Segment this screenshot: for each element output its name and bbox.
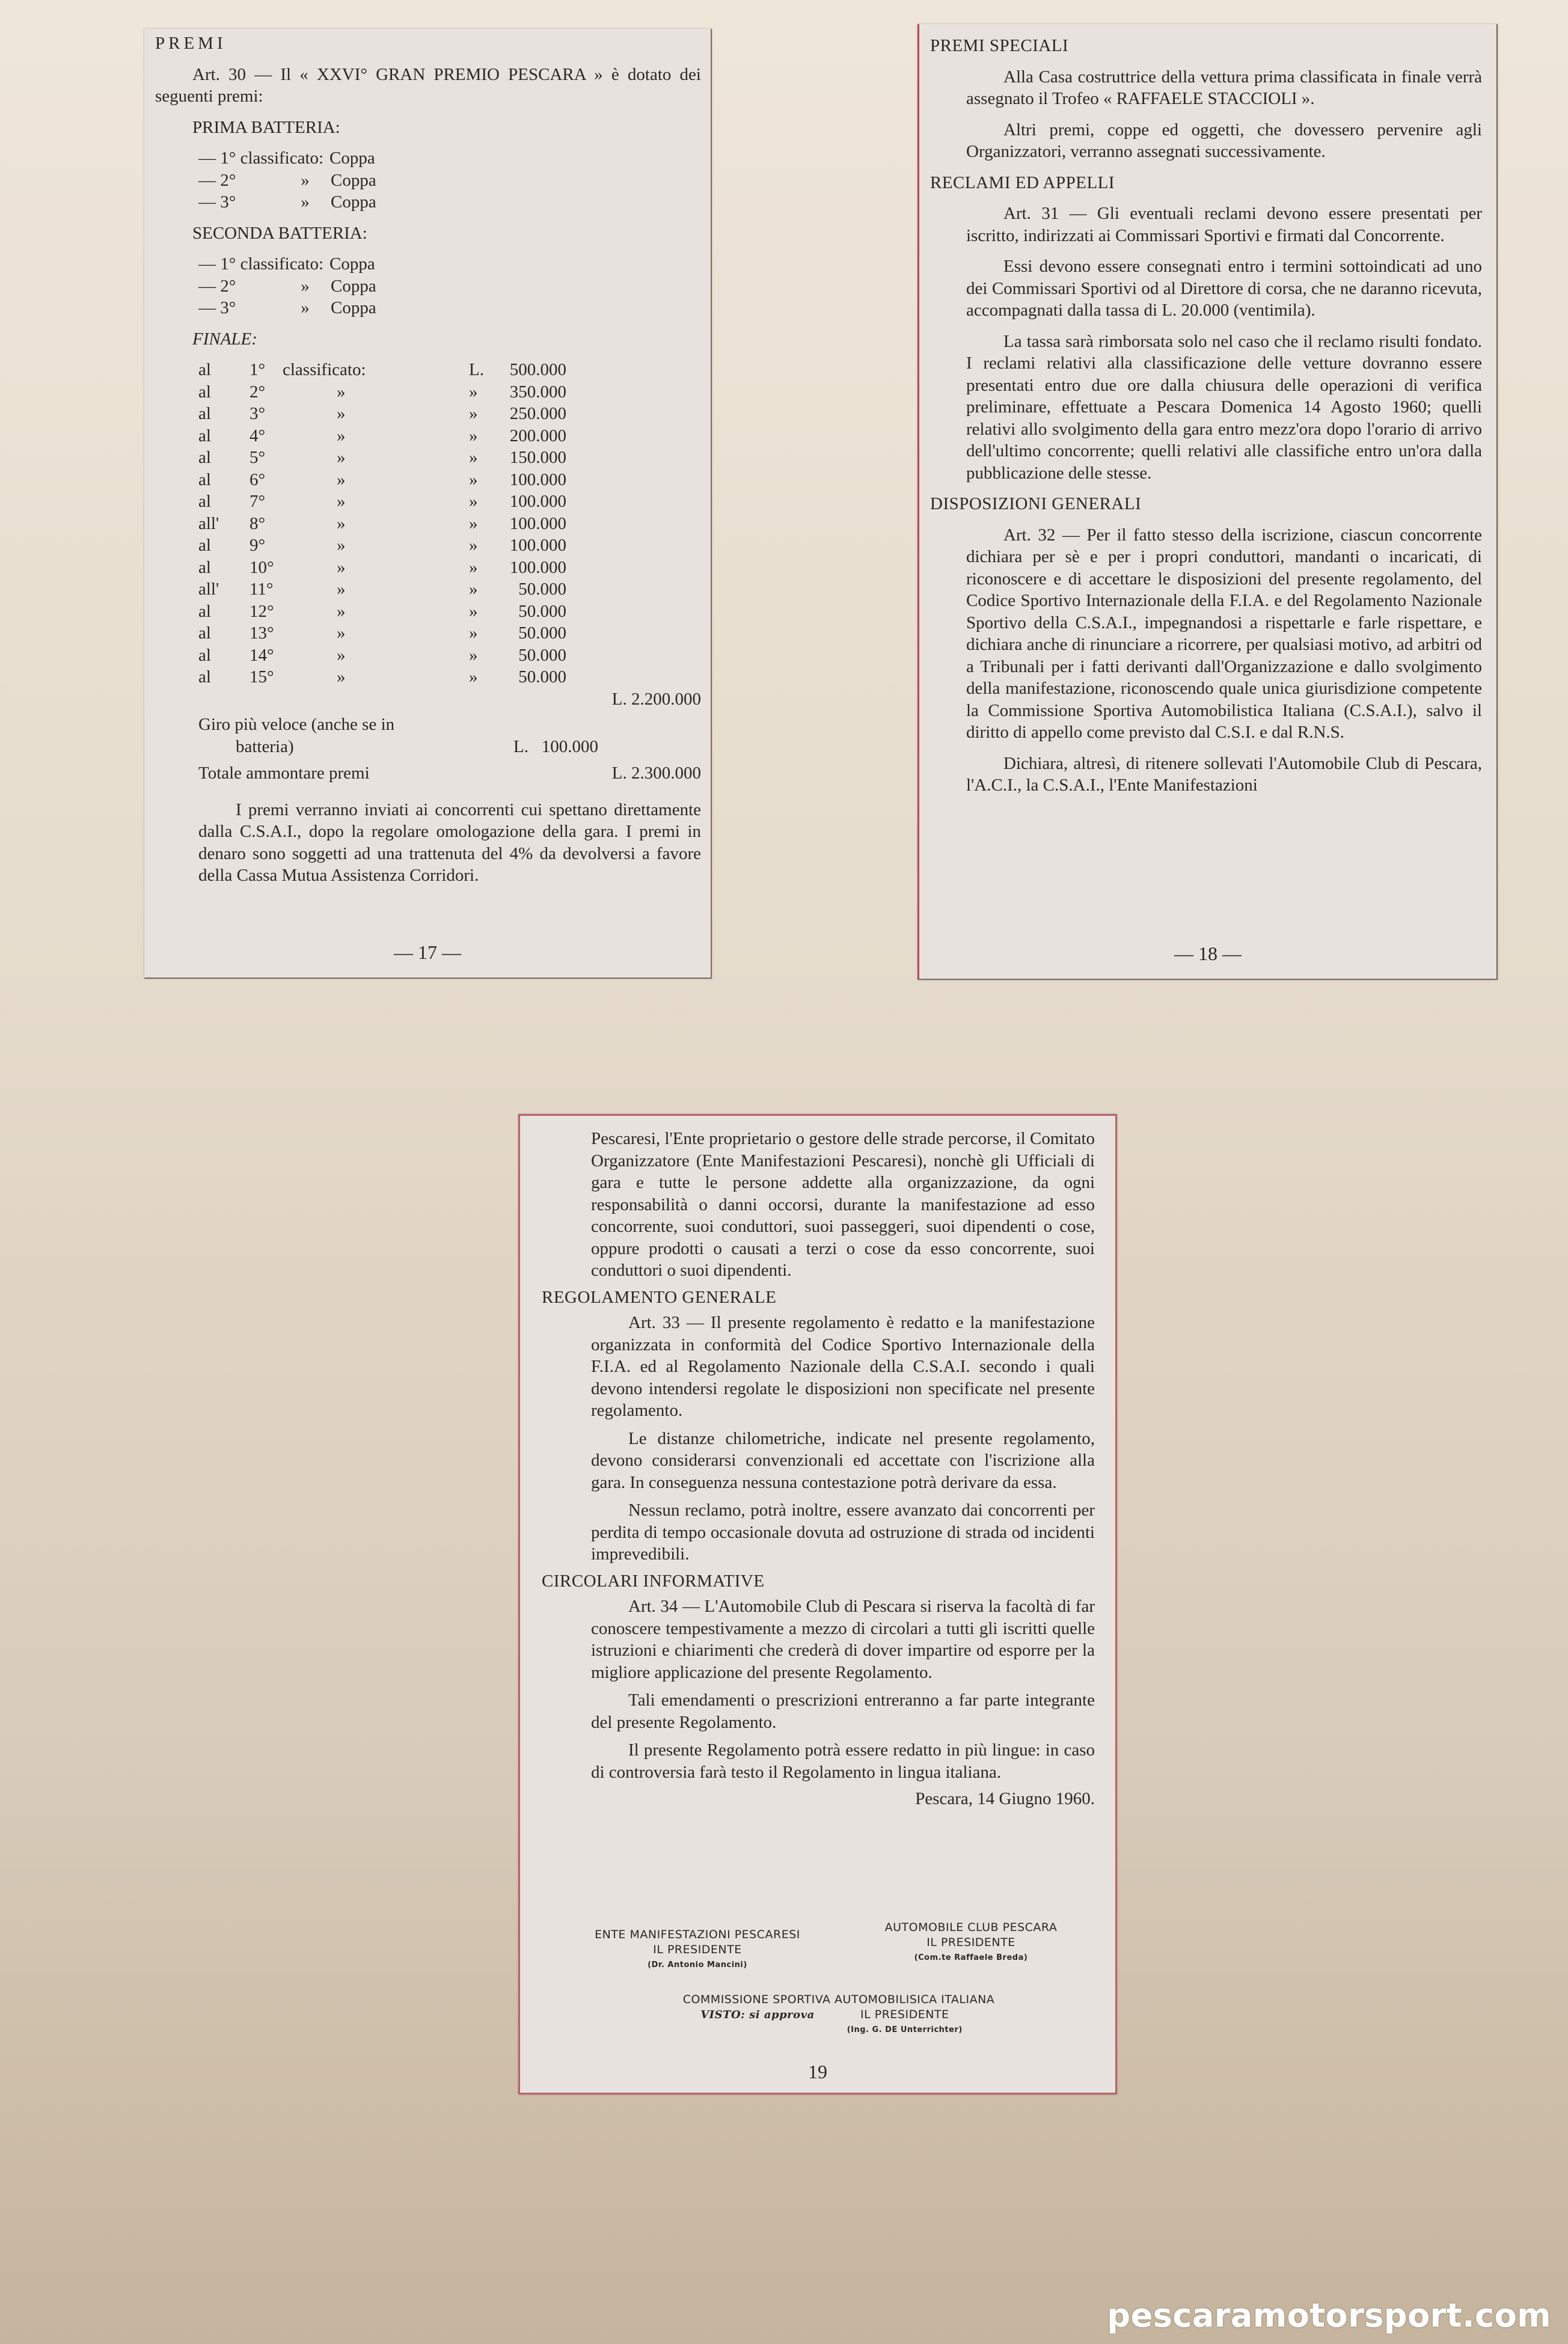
position: 13° [250, 623, 274, 643]
prize-row [198, 147, 701, 170]
position-prefix: al [198, 557, 211, 577]
prize-row [198, 297, 701, 319]
heading-circolari-informative: CIRCOLARI INFORMATIVE [542, 1571, 765, 1591]
art34-paragraph-1: Art. 34 — L'Automobile Club di Pescara si riserva la facoltà di far conoscere tempestivamente a mezzo di circolari a tutti gli iscritti quelle istruzioni e chiarimenti che crederà di dover impartire od esporre per la migliore applicazione del presente Regolamento. [591, 1597, 1095, 1682]
finale-prize-row [198, 622, 701, 644]
prize-amount: 100.000 [509, 470, 566, 489]
date-line: Pescara, 14 Giugno 1960. [915, 1789, 1095, 1808]
position-prefix: al [198, 448, 211, 467]
classificato-label: » [337, 580, 346, 599]
currency-mark: » [469, 580, 478, 599]
classificato-label: » [337, 667, 346, 687]
signature-title: IL PRESIDENTE [653, 1943, 742, 1956]
position: 6° [250, 470, 266, 489]
signature-automobile-club [857, 1920, 1085, 1965]
heading-reclami-ed-appelli: RECLAMI ED APPELLI [930, 173, 1115, 192]
signature-title: IL PRESIDENTE [860, 2008, 949, 2021]
position: 15° [250, 667, 274, 687]
premi-speciali-paragraph-1: Alla Casa costruttrice della vettura prima classificata in finale verrà assegnato il Trofeo « RAFFAELE STACCIOLI ». [966, 67, 1482, 108]
art33-paragraph-2: Le distanze chilometriche, indicate nel presente regolamento, devono considerarsi convenzionali ed accettate con l'iscrizione alla gara. In conseguenza nessuna contestazione potrà derivare da essa. [591, 1428, 1095, 1492]
ditto-mark: » [301, 298, 310, 317]
finale-prize-row [198, 381, 701, 403]
place: — 1° classificato: [198, 254, 324, 274]
totale-row [155, 762, 701, 785]
prize-amount: 350.000 [509, 382, 566, 402]
position-prefix: al [198, 536, 211, 555]
seconda-batteria-title: SECONDA BATTERIA: [192, 223, 367, 243]
prima-batteria-list [155, 147, 701, 213]
art34-paragraph-3: Il presente Regolamento potrà essere redatto in più lingue: in caso di controversia farà testo il Regolamento in lingua italiana. [591, 1740, 1095, 1782]
position: 11° [250, 580, 274, 599]
art31-paragraph-1: Art. 31 — Gli eventuali reclami devono essere presentati per iscritto, indirizzati ai Commissari Sportivi e firmati dal Concorrente. [966, 204, 1482, 245]
place: — 2° [198, 276, 236, 296]
prize-amount: 200.000 [509, 426, 566, 445]
finale-prize-row [198, 666, 701, 688]
place: — 1° classificato: [198, 148, 324, 168]
art32-paragraph-2: Dichiara, altresì, di ritenere sollevati l'Automobile Club di Pescara, l'A.C.I., la C.S.A.I., l'Ente Manifestazioni [966, 753, 1482, 795]
classificato-label: » [337, 404, 346, 423]
position: 2° [250, 382, 266, 402]
continued-paragraph: Pescaresi, l'Ente proprietario o gestore delle strade percorse, il Comitato Organizzatore (Ente Manifestazioni Pescaresi), nonchè gli Ufficiali di gara e tutte le persone addette alla organizzazione, da ogni responsabilità o danni occorsi, durante la manifestazione ad esso concorrente, suoi conduttori, suoi passeggeri, suoi dipendenti o cose, oppure prodotti o causati a terzi o cose da esso concorrente, suoi conduttori o suoi dipendenti. [591, 1129, 1095, 1280]
prize-amount: 100.000 [509, 536, 566, 555]
classificato-label: » [337, 645, 346, 665]
page-number: — 18 — [1174, 943, 1242, 964]
art33-paragraph-3: Nessun reclamo, potrà inoltre, essere avanzato dai concorrenti per perdita di tempo occasionale dovuta ad ostruzione di strada od incidenti imprevedibili. [591, 1501, 1095, 1564]
position-prefix: al [198, 382, 211, 402]
currency-mark: » [469, 448, 478, 467]
finale-prize-row [198, 557, 701, 579]
page-number: — 17 — [394, 941, 461, 963]
heading-premi: PREMI [155, 34, 227, 53]
finale-prize-row [198, 359, 701, 381]
page-18 [917, 24, 1498, 980]
art30-intro: Art. 30 — Il « XXVI° GRAN PREMIO PESCARA » è dotato dei seguenti premi: [155, 64, 701, 106]
premi-speciali-paragraph-2: Altri premi, coppe ed oggetti, che dovessero pervenire agli Organizzatori, verranno assegnati successivamente. [966, 120, 1482, 161]
position-prefix: al [198, 426, 211, 445]
currency-mark: » [469, 382, 478, 402]
prize-amount: 50.000 [518, 645, 566, 665]
currency-mark: » [469, 470, 478, 489]
position: 14° [250, 645, 274, 665]
finale-prize-row [198, 578, 701, 601]
position: 5° [250, 448, 266, 467]
premi-closing-paragraph: I premi verranno inviati ai concorrenti cui spettano direttamente dalla C.S.A.I., dopo la regolare omologazione della gara. I premi in denaro sono soggetti ad una trattenuta del 4% da devolversi a favore della Cassa Mutua Assistenza Corridori. [198, 800, 701, 885]
classificato-label: » [337, 492, 346, 511]
prize: Coppa [331, 298, 376, 317]
currency-mark: » [469, 557, 478, 577]
art32-paragraph-1: Art. 32 — Per il fatto stesso della iscrizione, ciascun concorrente dichiara per sè e per i propri conduttori, mandanti o incaricati, di riconoscere e di accettare le disposizioni del presente regolamento, del Codice Sportivo Internazionale della F.I.A. e del Regolamento Nazionale Sportivo della C.S.A.I., impegnandosi a rispettarle e farle rispettare, e dichiara anche di rinunciare a ricorrere, per qualsiasi motivo, ad arbitri od a Tribunali per i fatti derivanti dall'Organizzazione e dallo svolgimento della manifestazione, riconoscendo quale unica giurisdizione competente la Commissione Sportiva Automobilistica Italiana (C.S.A.I.), salvo il diritto di appello come previsto dal C.S.I. e dal R.N.S. [966, 525, 1482, 742]
prize-row [198, 170, 701, 192]
prize-row [198, 191, 701, 213]
currency-mark: » [469, 536, 478, 555]
finale-title: FINALE: [192, 329, 257, 349]
currency-mark: L. [469, 360, 484, 379]
finale-prize-row [198, 513, 701, 535]
finale-prize-table [155, 359, 701, 688]
currency-mark: » [469, 645, 478, 665]
position-prefix: al [198, 601, 211, 621]
signature-title: IL PRESIDENTE [926, 1936, 1015, 1949]
place: — 3° [198, 192, 236, 212]
page-17 [144, 29, 712, 979]
finale-prize-row [198, 601, 701, 623]
signature-org: COMMISSIONE SPORTIVA AUTOMOBILISICA ITALIANA [682, 1993, 995, 2006]
signature-name: (Dr. Antonio Mancini) [648, 1960, 747, 1969]
currency-mark: » [469, 426, 478, 445]
position-prefix: all' [198, 580, 219, 599]
currency-mark: » [469, 492, 478, 511]
signature-org: ENTE MANIFESTAZIONI PESCARESI [595, 1928, 800, 1941]
position-prefix: al [198, 623, 211, 643]
position: 7° [250, 492, 266, 511]
position-prefix: al [198, 667, 211, 687]
classificato-label: » [337, 426, 346, 445]
classificato-label: » [337, 536, 346, 555]
position: 8° [250, 513, 266, 533]
finale-prize-row [198, 491, 701, 513]
heading-regolamento-generale: REGOLAMENTO GENERALE [542, 1287, 777, 1307]
prize-amount: 150.000 [509, 448, 566, 467]
watermark: pescaramotorsport.com [1107, 2297, 1551, 2334]
signature-name: (Ing. G. DE Unterrichter) [847, 2025, 963, 2034]
signature-org: AUTOMOBILE CLUB PESCARA [884, 1921, 1058, 1934]
signature-csai [628, 1992, 1049, 2037]
prize-amount: 50.000 [518, 580, 566, 599]
prize: Coppa [331, 276, 376, 296]
classificato-label: » [337, 557, 346, 577]
finale-prize-row [198, 447, 701, 469]
page-number: 19 [808, 2061, 827, 2082]
art34-paragraph-2: Tali emendamenti o prescrizioni entreranno a far parte integrante del presente Regolamento. [591, 1691, 1095, 1732]
currency-mark: » [469, 404, 478, 423]
prize-amount: 100.000 [509, 557, 566, 577]
prize: Coppa [331, 170, 376, 190]
position: 12° [250, 601, 274, 621]
currency-mark: » [469, 601, 478, 621]
ditto-mark: » [301, 276, 310, 296]
heading-disposizioni-generali: DISPOSIZIONI GENERALI [930, 494, 1142, 513]
finale-prize-row [198, 534, 701, 557]
signature-name: (Com.te Raffaele Breda) [914, 1953, 1028, 1962]
giro-veloce-amount: L. 100.000 [513, 736, 598, 756]
visto-approval: VISTO: si approva [700, 2009, 815, 2021]
prize-amount: 100.000 [509, 492, 566, 511]
page-19 [518, 1114, 1117, 2095]
totale-label: Totale ammontare premi [198, 763, 370, 783]
classificato-label: » [337, 470, 346, 489]
position-prefix: al [198, 470, 211, 489]
prize-amount: 250.000 [509, 404, 566, 423]
classificato-label: » [337, 448, 346, 467]
position: 1° [250, 360, 266, 379]
prize-amount: 50.000 [518, 667, 566, 687]
giro-veloce-label-cont: batteria) [236, 736, 294, 756]
art33-paragraph-1: Art. 33 — Il presente regolamento è redatto e la manifestazione organizzata in conformità del Codice Sportivo Internazionale della F.I.A. ed al Regolamento Nazionale della C.S.A.I. secondo i quali devono intendersi regolate le disposizioni non specificate nel presente regolamento. [591, 1313, 1095, 1420]
prize-amount: 50.000 [518, 623, 566, 643]
classificato-label: » [337, 382, 346, 402]
prize-row [198, 253, 701, 275]
position-prefix: al [198, 404, 211, 423]
ditto-mark: » [301, 170, 310, 190]
finale-subtotal-row [155, 688, 701, 711]
prize-amount: 50.000 [518, 601, 566, 621]
classificato-label: » [337, 623, 346, 643]
finale-prize-row [198, 403, 701, 425]
currency-mark: » [469, 623, 478, 643]
currency-mark: » [469, 667, 478, 687]
position: 9° [250, 536, 266, 555]
prima-batteria-title: PRIMA BATTERIA: [192, 117, 340, 137]
finale-prize-row [198, 469, 701, 491]
prize: Coppa [329, 148, 375, 168]
classificato-label: » [337, 601, 346, 621]
finale-subtotal: L. 2.200.000 [611, 689, 701, 709]
seconda-batteria-list [155, 253, 701, 319]
art31-paragraph-2: Essi devono essere consegnati entro i termini sottoindicati ad uno dei Commissari Sportivi od al Direttore di corsa, che ne daranno ricevuta, accompagnati dalla tassa di L. 20.000 (ventimila). [966, 257, 1482, 320]
position: 3° [250, 404, 266, 423]
position: 10° [250, 557, 274, 577]
prize-amount: 500.000 [509, 360, 566, 379]
signature-ente-manifestazioni [556, 1927, 839, 1972]
giro-veloce-label: Giro più veloce (anche se in [198, 715, 395, 734]
heading-premi-speciali: PREMI SPECIALI [930, 36, 1069, 55]
finale-prize-row [198, 644, 701, 667]
art31-paragraph-3: La tassa sarà rimborsata solo nel caso che il reclamo risulti fondato. I reclami relativi alla classificazione delle vetture dovranno essere presentati entro due ore dalla chiusura delle operazioni di verifica preliminare, effettuate a Pescara Domenica 14 Agosto 1960; quelli relativi allo svolgimento della gara entro mezz'ora dopo l'orario di arrivo dell'ultimo concorrente; quelli relativi alle classifiche entro un'ora dalla pubblicazione delle stesse. [966, 331, 1482, 483]
prize-amount: 100.000 [509, 513, 566, 533]
prize: Coppa [331, 192, 376, 212]
place: — 2° [198, 170, 236, 190]
position-prefix: al [198, 492, 211, 511]
totale-amount: L. 2.300.000 [611, 763, 701, 783]
position-prefix: al [198, 645, 211, 665]
finale-prize-row [198, 425, 701, 447]
prize-row [198, 275, 701, 298]
prize: Coppa [329, 254, 375, 274]
place: — 3° [198, 298, 236, 317]
classificato-label: » [337, 513, 346, 533]
position-prefix: all' [198, 513, 219, 533]
ditto-mark: » [301, 192, 310, 212]
classificato-label: classificato: [283, 360, 366, 379]
currency-mark: » [469, 513, 478, 533]
position: 4° [250, 426, 266, 445]
position-prefix: al [198, 360, 211, 379]
